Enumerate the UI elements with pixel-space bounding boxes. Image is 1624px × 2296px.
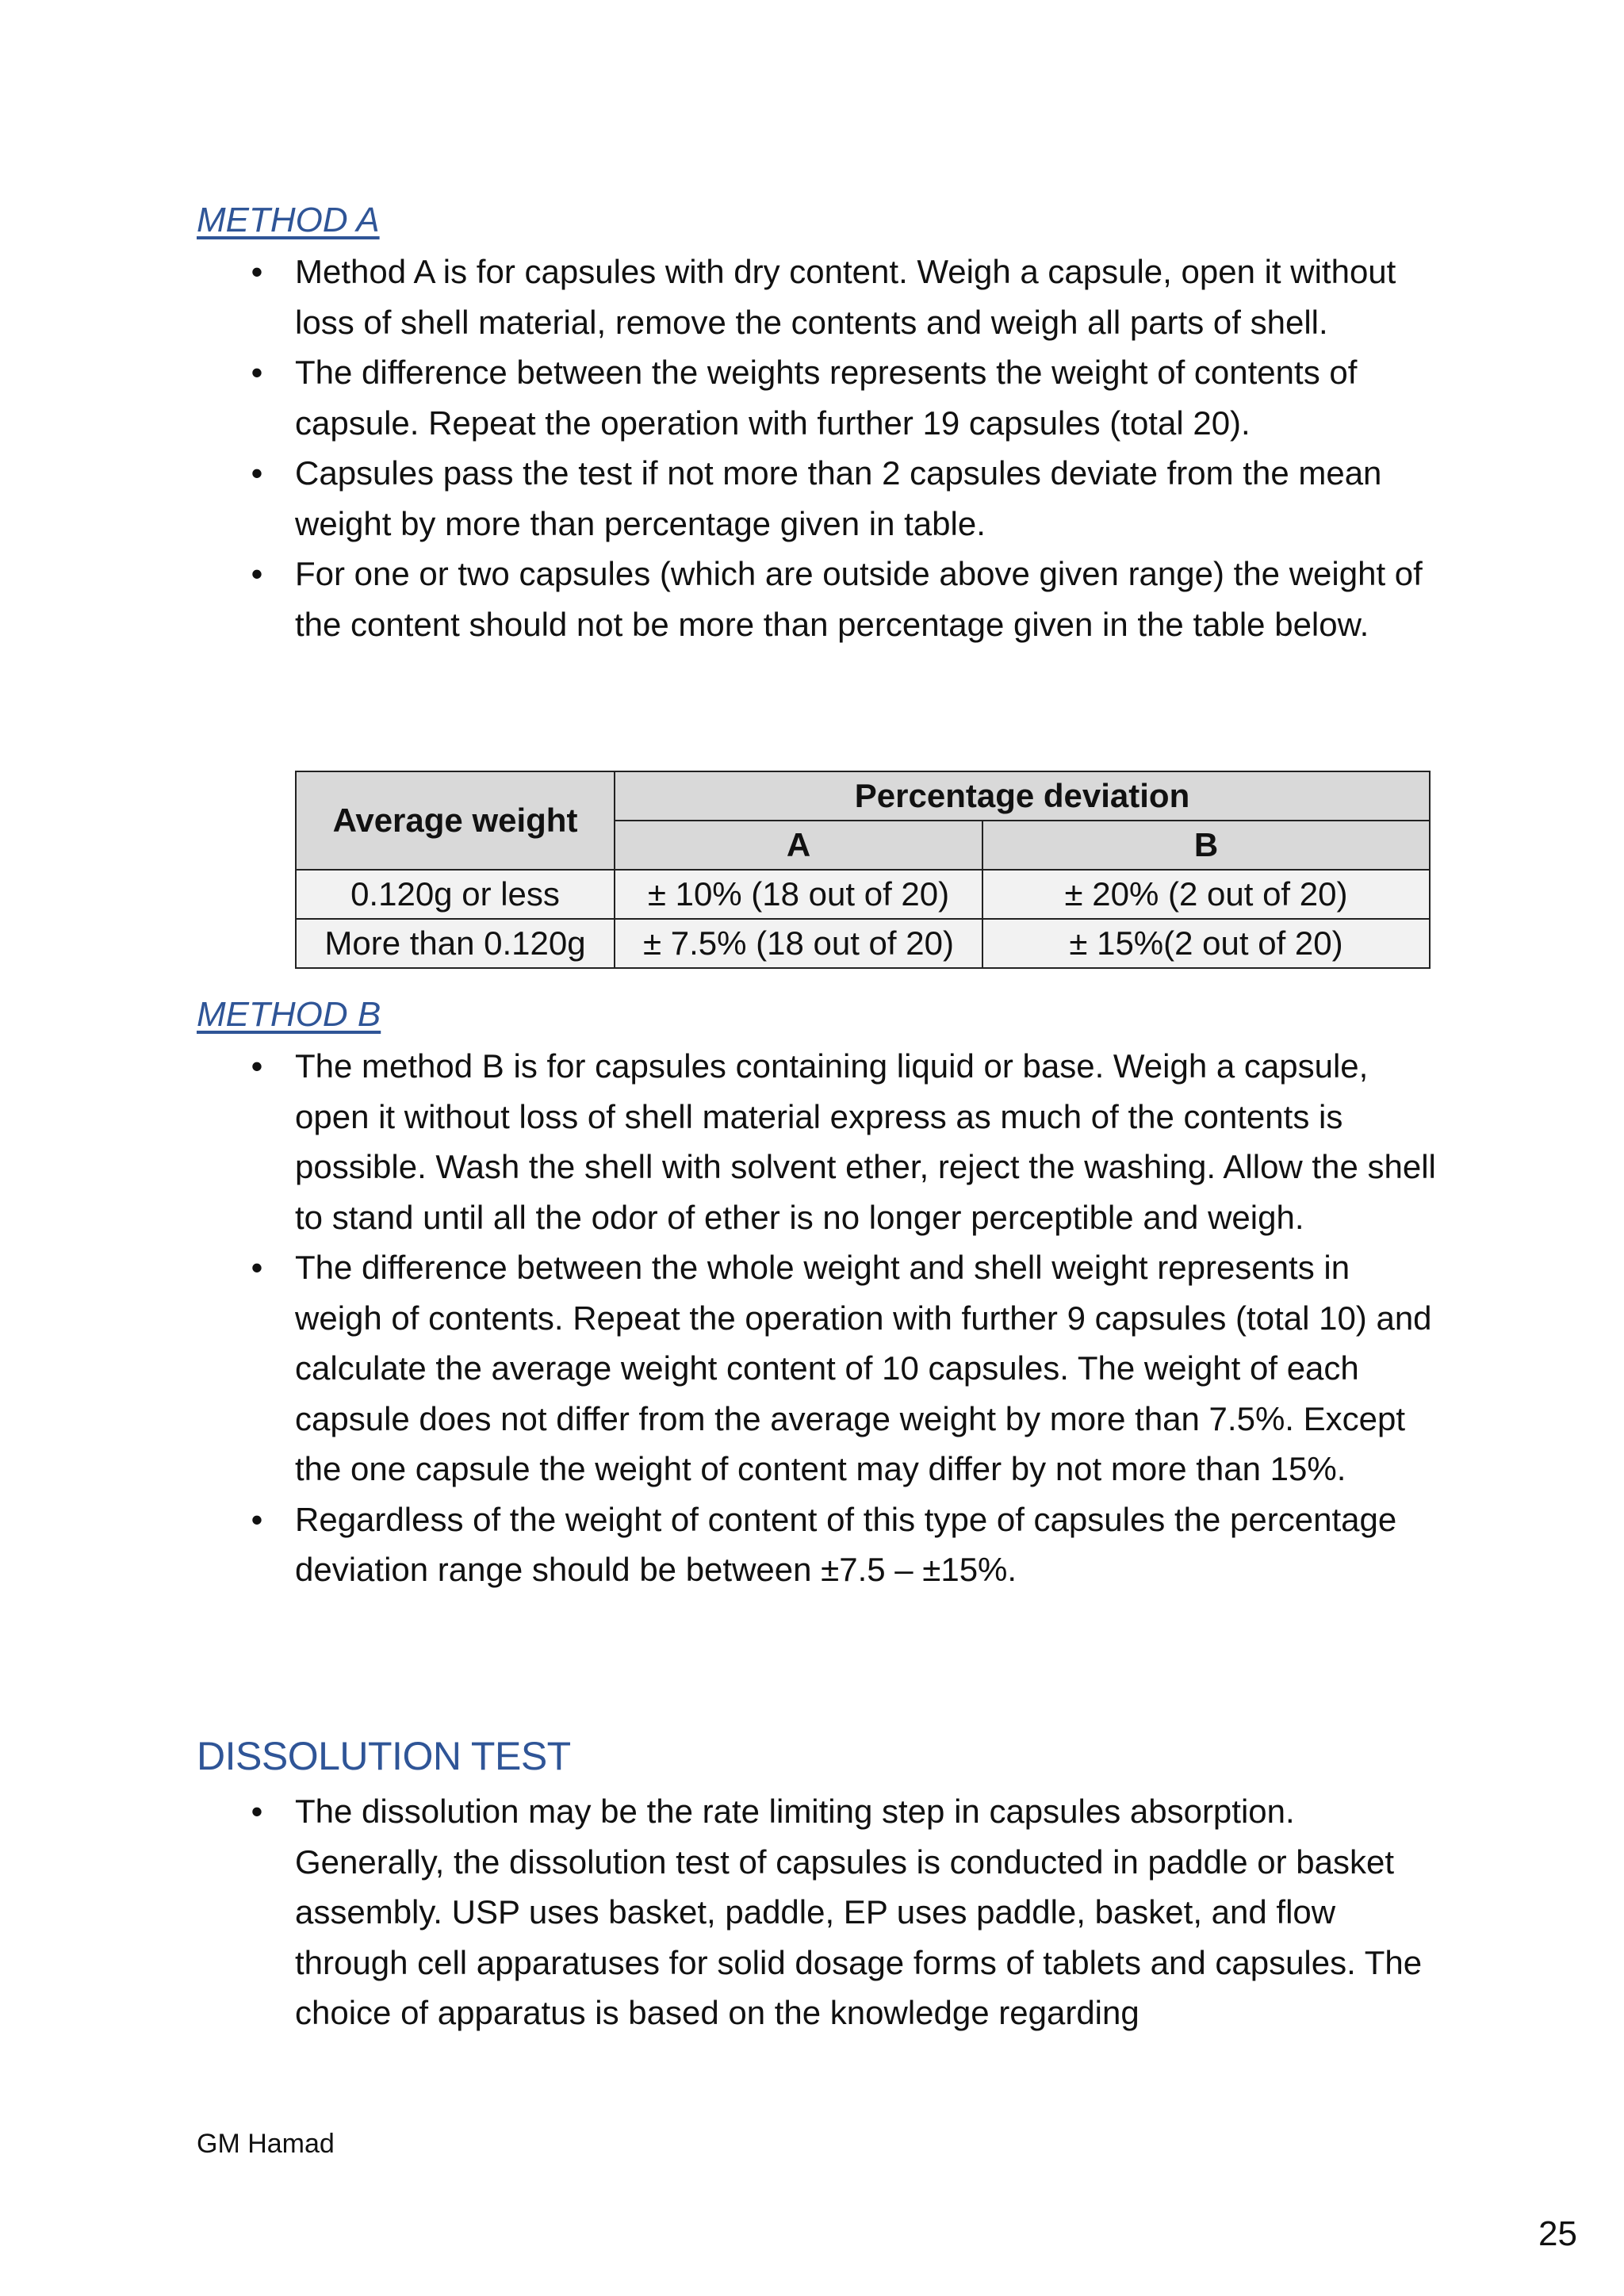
table-header-row	[296, 771, 1430, 821]
list-item	[251, 1786, 1437, 2038]
table-cell-weight: More than 0.120g	[296, 919, 615, 968]
bullet-icon: •	[251, 1249, 263, 1286]
list-item	[251, 1494, 1437, 1595]
percentage-deviation-table	[295, 771, 1431, 969]
bullet-text: The method B is for capsules containing liquid or base. Weigh a capsule, open it without loss of shell material express as much of the contents is possible. Wash the shell with solvent ether, reject the washing. Allow the shell to stand until all the odor of ether is no longer perceptible and weigh.	[295, 1047, 1436, 1236]
bullet-text: The dissolution may be the rate limiting step in capsules absorption. Generally, the dissolution test of capsules is conducted in paddle or basket assembly. USP uses basket, paddle, EP uses paddle, basket, and flow through cell apparatuses for solid dosage forms of tablets and capsules. The choice of apparatus is based on the knowledge regarding	[295, 1793, 1423, 2031]
percentage-deviation-header: Percentage deviation	[615, 771, 1430, 821]
table-row	[296, 870, 1430, 919]
dissolution-test-heading: DISSOLUTION TEST	[197, 1734, 571, 1778]
method-a-heading: METHOD A	[197, 201, 380, 239]
average-weight-header: Average weight	[296, 771, 615, 870]
list-item	[251, 1041, 1437, 1242]
table-cell-b: ± 15%(2 out of 20)	[982, 919, 1430, 968]
bullet-icon: •	[251, 1500, 263, 1538]
bullet-icon: •	[251, 1793, 263, 1830]
page-number: 25	[1538, 2214, 1577, 2253]
bullet-icon: •	[251, 1047, 263, 1085]
list-item	[251, 247, 1437, 347]
bullet-icon: •	[251, 253, 263, 290]
table-cell-weight: 0.120g or less	[296, 870, 615, 919]
column-b-header: B	[982, 821, 1430, 870]
bullet-icon: •	[251, 454, 263, 492]
bullet-text: Capsules pass the test if not more than 2 capsules deviate from the mean weight by more than percentage given in table.	[295, 454, 1382, 542]
method-b-bullet-list	[251, 1041, 1437, 1595]
list-item	[251, 1242, 1437, 1494]
list-item	[251, 347, 1437, 448]
table-cell-a: ± 7.5% (18 out of 20)	[615, 919, 982, 968]
bullet-text: For one or two capsules (which are outside above given range) the weight of the content should not be more than percentage given in the table below.	[295, 555, 1423, 643]
method-a-bullet-list	[251, 247, 1437, 649]
dissolution-test-bullet-list	[251, 1786, 1437, 2038]
column-a-header: A	[615, 821, 982, 870]
list-item	[251, 549, 1437, 649]
bullet-text: Method A is for capsules with dry content. Weigh a capsule, open it without loss of shell material, remove the contents and weigh all parts of shell.	[295, 253, 1396, 341]
bullet-text: The difference between the whole weight and shell weight represents in weigh of contents. Repeat the operation with further 9 capsules (total 10) and calculate the average weight content of 10 capsules. The weight of each capsule does not differ from the average weight by more than 7.5%. Except the one capsule the weight of content may differ by not more than 15%.	[295, 1249, 1432, 1487]
table-cell-b: ± 20% (2 out of 20)	[982, 870, 1430, 919]
bullet-icon: •	[251, 555, 263, 592]
table-row	[296, 919, 1430, 968]
footer-author: GM Hamad	[197, 2129, 335, 2159]
list-item	[251, 448, 1437, 549]
method-b-heading: METHOD B	[197, 995, 381, 1034]
bullet-text: Regardless of the weight of content of this type of capsules the percentage deviation range should be between ±7.5 – ±15%.	[295, 1500, 1397, 1588]
table-cell-a: ± 10% (18 out of 20)	[615, 870, 982, 919]
bullet-icon: •	[251, 354, 263, 391]
bullet-text: The difference between the weights represents the weight of contents of capsule. Repeat the operation with further 19 capsules (total 20).	[295, 354, 1358, 442]
